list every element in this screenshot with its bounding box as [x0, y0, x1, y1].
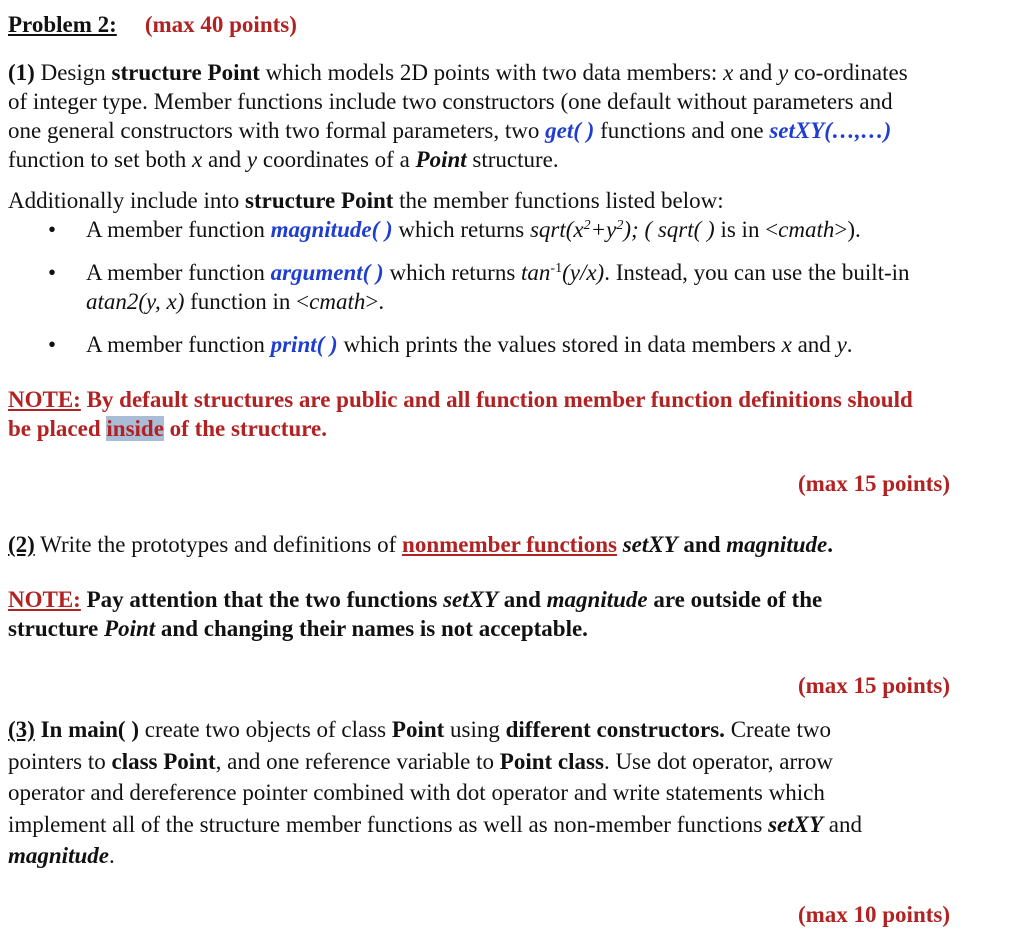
problem-document — [8, 10, 1016, 929]
setxy-function-name: setXY(…,…) — [769, 118, 892, 143]
part1-line-4: function to set both x and y coordinates of a Point structure. — [8, 147, 559, 172]
part1-paragraph — [8, 58, 1016, 174]
argument-function-name: argument( ) — [270, 260, 384, 285]
part1-line-3: one general constructors with two formal parameters, two get( ) functions and one setXY(…,…) — [8, 118, 892, 143]
list-item-print: • A member function print( ) which prints the values stored in data members x and y. — [48, 332, 853, 357]
bullet-dot: • — [48, 217, 57, 242]
problem-title: Problem 2: — [8, 12, 117, 37]
highlighted-word-inside: inside — [106, 416, 164, 441]
part2-points: (max 15 points) — [797, 673, 950, 698]
nonmember-functions-link: nonmember functions — [402, 532, 617, 557]
problem-title-row — [8, 10, 1016, 46]
note-nonmember-names: NOTE: Pay attention that the two functions setXY and magnitude are outside of the structure Point and changing their names is not acceptable. — [8, 587, 823, 641]
problem-total-points: (max 40 points) — [144, 12, 297, 37]
list-item-argument: • A member function argument( ) which returns $\tan^{-1}(y/x)$. Instead, you can use the built-in atan2(y, x) function in <cmath>. — [48, 260, 910, 314]
additional-paragraph — [8, 186, 1016, 359]
part2-paragraph: (2) Write the prototypes and definitions of nonmember functions setXY and magnitude. — [8, 532, 833, 557]
part3-paragraph: (3) In main( ) create two objects of class Point using different constructors. Create two pointers to class Point, and one reference variable to Point class. Use dot operator, arrow operator and dereference pointer combined with dot operator and write statements which implement all of the structure member functions as well as non-member functions setXY and magnitude. — [8, 717, 862, 868]
list-item-magnitude: • A member function magnitude( ) which returns $sqrt(x^2+y^2)$; ( sqrt( ) is in <cmath>). — [48, 217, 861, 242]
get-function-name: get( ) — [545, 118, 595, 143]
part1-points: (max 15 points) — [797, 471, 950, 496]
note-structures-public: NOTE: By default structures are public and all function member function definitions should be placed inside of the structure. — [8, 387, 913, 441]
note-label: NOTE: — [8, 587, 81, 612]
note-label: NOTE: — [8, 387, 81, 412]
part1-line-2: of integer type. Member functions include two constructors (one default without parameters and — [8, 89, 893, 114]
bullet-dot: • — [48, 260, 57, 285]
part1-line-1: (1) Design structure Point which models 2D points with two data members: x and y co-ordinates — [8, 60, 908, 85]
print-function-name: print( ) — [270, 332, 338, 357]
magnitude-function-name: magnitude( ) — [270, 217, 393, 242]
additional-line: Additionally include into structure Point the member functions listed below: — [8, 188, 724, 213]
part3-points: (max 10 points) — [797, 901, 950, 927]
bullet-dot: • — [48, 332, 57, 357]
member-function-list — [8, 215, 1016, 359]
